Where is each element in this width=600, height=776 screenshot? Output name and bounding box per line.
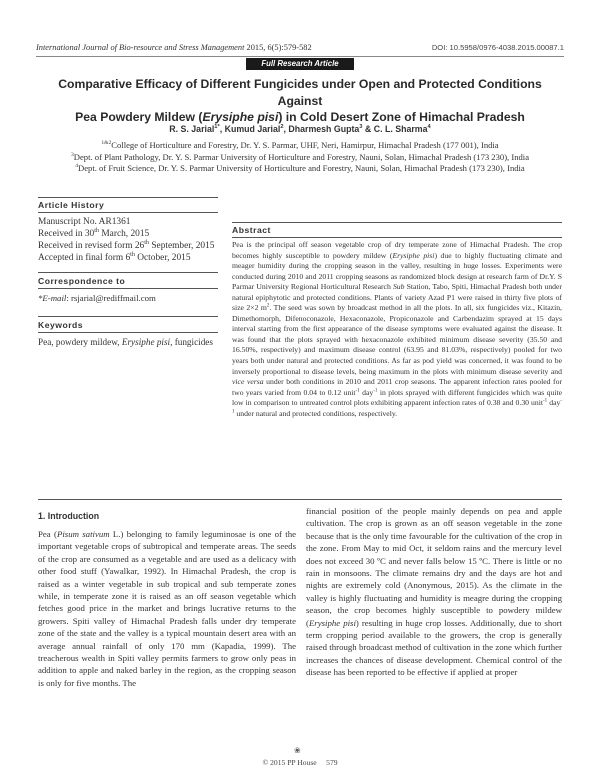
author-list: R. S. Jarial$^{1*}$, Kumud Jarial$^2$, Dharmesh Gupta$^3$ & C. L. Sharma$^4$ [169,124,431,134]
affiliation: $^4$Dept. of Fruit Science, Dr. Y. S. Parmar University of Horticulture and Forestry, Nauni, Solan, Himachal Pradesh (173 230), India [75,163,525,174]
divider [38,197,218,198]
keywords-heading: Keywords [38,320,84,330]
journal-volume: 2015, 6(5):579-582 [246,43,312,52]
copyright: © 2015 PP House [262,758,317,767]
divider [38,212,218,213]
received-date: Received in 30th March, 2015 [38,227,150,239]
author: C. L. Sharma [373,124,428,134]
keywords: Pea, powdery mildew, Erysiphe pisi, fungicides [38,337,213,347]
paper-title [40,76,560,126]
accepted-date: Accepted in final form 6th October, 2015 [38,251,191,263]
divider [232,222,562,223]
article-type-badge: Full Research Article [246,58,354,70]
manuscript-number: Manuscript No. AR1361 [38,217,131,227]
divider [232,237,562,238]
page-number: 579 [326,758,338,767]
revised-date: Received in revised form 26th September, 2015 [38,239,215,251]
article-history [38,216,228,264]
page-footer [0,758,600,767]
abstract-text: Pea is the principal off season vegetable crop of dry temperate zone of Himachal Pradesh. The crop becomes highly susceptible to powdery mildew (Erysiphe pisi) due to highly fluctuating climate and meager humidity during the cropping season in the valley, resulting in huge losses. Experiments were conducted during 2010 and 2011 cropping seasons as randomized block design at research farm of Dr.Y. S Parmar University Regional Horticultural Research Sub Station, Tabo, Spiti, Himachal Pradesh both under natural epiphytotic and protected conditions. Plants of variety Azad P1 were raised in thirty five plots of size 2×2 $m^2$. The seed was sown by broadcast method in all the plots. In all, six fungicides viz., Kitazin, Dimethomorph, Difenoconazole, Hexaconazole, Propiconazole and Carbendazim sprayed at 15 days interval starting from the first appearance of the disease symptoms were evaluated against the disease. It was found that the plots sprayed with hexaconazole exhibited minimum disease severity (35.50 and 16.50%, respectively) and maximum disease control (63.95 and 81.03%, respectively) pooled for two years both under natural and protected conditions. As far as pod yield was concerned, it was found to be inversely proportional to disease levels, being maximum in the plots with minimum disease severity and vice versa under both conditions in 2010 and 2011 crop seasons. The apparent infection rates pooled for two years varied from 0.04 to 0.12 unit$^{-1}$ day$^{-1}$ in plots sprayed with different fungicides which was quite low in comparison to untreated control plots exhibiting apparent infection rates of 0.38 and 0.30 unit$^{-1}$ day$^{-1}$ under natural and protected conditions, respectively. [232,240,563,418]
journal-citation [36,43,312,52]
header-divider [36,56,564,57]
doi[interactable]: DOI: 10.5958/0976-4038.2015.00087.1 [431,43,564,52]
title-line-2: Pea Powdery Mildew (Erysiphe pisi) in Cold Desert Zone of Himachal Pradesh [75,110,525,124]
divider [38,272,218,273]
divider [38,332,218,333]
affiliations [40,140,560,175]
affiliation: $^3$Dept. of Plant Pathology, Dr. Y. S. Parmar University of Horticulture and Forestry, Nauni, Solan, Himachal Pradesh (173 230), India [70,151,530,162]
introduction-column-1: Pea (Pisum sativum L.) belonging to family leguminosae is one of the important vegetable crops of subtropical and temperate areas. The seeds of the crop are consumed as a vegetable and are used as a delicacy with other food stuff (Yawalkar, 1992). In Himachal Pradesh, the crop is raised as a winter vegetable in sub tropical and sub temperate zones while, in temperate zone it is raised as an off season vegetable which fetches good price in the market and brings lucrative returns to the growers. Spiti valley of Himachal Pradesh falls under dry temperate zone of the state and the valley is a typical mountain desert area with an average annual rainfall of only 170 mm (Kapadia, 1999). The treacherous wealth in Spiti valley permits farmers to grow only peas in addition to apple and naked barley in the region, as the cropping season is only for five months. The [38,529,296,688]
introduction-heading: 1. Introduction [38,511,100,521]
author: Kumud Jarial [224,124,281,134]
author: R. S. Jarial [169,124,215,134]
divider [38,288,218,289]
affiliation: $^{1\&2}$College of Horticulture and Forestry, Dr. Y. S. Parmar, UHF, Neri, Hamirpur, Himachal Pradesh (177 001), India [101,140,499,150]
abstract-heading: Abstract [232,225,271,235]
leaf-logo-icon: ❀ [294,746,301,755]
divider [38,316,218,317]
section-divider [38,499,562,500]
correspondence-heading: Correspondence to [38,276,126,286]
author: Dharmesh Gupta [288,124,360,134]
correspondence-email[interactable]: *E-mail: rsjarial@rediffmail.com [38,293,156,303]
introduction-column-2: financial position of the people mainly depends on pea and apple cultivation. The crop is grown as an off season vegetable in the zone because that is the only time favourable for the cultivation of the crop in the zone. From May to mid Oct, it seldom rains and the mercury level does not exceed 30 ºC and never falls below 15 ºC. There is little or no rain in monsoons. The climate remains dry and the days are hot and nights are extremely cold (Anonymous, 2015). As the climate in the valley is highly fluctuating and humidity is meagre during the cropping season, the crop becomes highly susceptible to powdery mildew (Erysiphe pisi) resulting in huge crop losses. Additionally, due to short term cropping period available to the growers, the crop is generally raised through broadcast method of cultivation in the zone which further increases the chances of disease development. Chemical control of the disease has been reported to be effective if applied at proper [306,506,562,678]
article-history-heading: Article History [38,200,105,210]
journal-name: International Journal of Bio-resource and Stress Management [36,43,245,52]
title-line-1: Comparative Efficacy of Different Fungicides under Open and Protected Conditions Against [58,77,542,108]
